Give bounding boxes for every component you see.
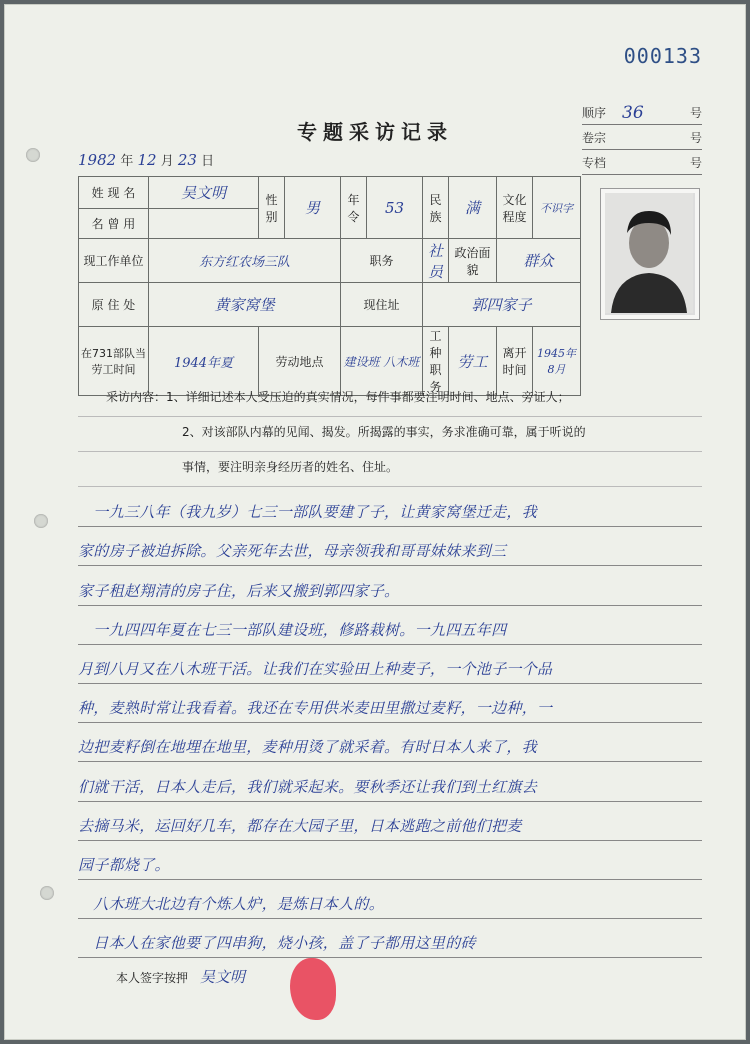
name-value: 吴文明 bbox=[149, 177, 259, 209]
binding-hole bbox=[40, 886, 54, 900]
narrative-line bbox=[78, 566, 702, 605]
date-year: 1982 bbox=[78, 151, 117, 169]
meta-value: 36 bbox=[622, 103, 644, 123]
archive-meta bbox=[582, 100, 702, 175]
current-address-label: 现住址 bbox=[341, 283, 423, 327]
labor-place-label: 劳动地点 bbox=[259, 327, 341, 396]
binding-hole bbox=[26, 148, 40, 162]
portrait-image bbox=[605, 193, 693, 313]
narrative-line bbox=[78, 723, 702, 762]
red-fingerprint-stamp bbox=[290, 958, 336, 1020]
meta-row-dossier bbox=[582, 125, 702, 150]
narrative-text: 家的房子被迫拆除。父亲死年去世，母亲领我和哥哥妹妹来到三 bbox=[78, 542, 507, 561]
job-label: 工种职务 bbox=[423, 327, 449, 396]
instruction-line: 事情，要注明亲身经历者的姓名、住址。 bbox=[78, 452, 702, 487]
instruction-line: 2、对该部队内幕的见闻、揭发。所揭露的事实，务求准确可靠，属于听说的 bbox=[78, 417, 702, 452]
meta-row-order bbox=[582, 100, 702, 125]
narrative-line bbox=[78, 762, 702, 801]
original-address-value: 黄家窝堡 bbox=[149, 283, 341, 327]
serial-number: 000133 bbox=[623, 44, 702, 68]
narrative-text: 家子租赵翔清的房子住，后来又搬到郭四家子。 bbox=[78, 581, 400, 600]
meta-label: 卷宗 bbox=[582, 131, 607, 145]
leave-time-value: 1945年8月 bbox=[533, 327, 581, 396]
narrative-line bbox=[78, 880, 702, 919]
narrative-line bbox=[78, 606, 702, 645]
date-month: 12 bbox=[137, 151, 157, 169]
narrative-text: 们就干活，日本人走后，我们就采起来。要秋季还让我们到土红旗去 bbox=[78, 777, 538, 796]
narrative-text: 日本人在家他要了四串狗，烧小孩，盖了子都用这里的砖 bbox=[78, 934, 476, 953]
education-value: 不识字 bbox=[533, 177, 581, 239]
handwritten-narrative bbox=[78, 488, 702, 958]
post-value: 社员 bbox=[423, 239, 449, 283]
signature-row bbox=[116, 966, 245, 987]
meta-unit: 号 bbox=[689, 106, 702, 120]
name-label: 姓 现 名 bbox=[79, 177, 149, 209]
politic-label: 政治面貌 bbox=[449, 239, 497, 283]
job-value: 劳工 bbox=[449, 327, 497, 396]
ethnic-label: 民族 bbox=[423, 177, 449, 239]
post-label: 职务 bbox=[341, 239, 423, 283]
former-name-label: 名 曾 用 bbox=[79, 209, 149, 239]
narrative-line bbox=[78, 645, 702, 684]
labor-place-value: 建设班 八木班 bbox=[341, 327, 423, 396]
leave-time-label: 离开时间 bbox=[497, 327, 533, 396]
original-address-label: 原 住 处 bbox=[79, 283, 149, 327]
meta-unit: 号 bbox=[689, 156, 702, 170]
ethnic-value: 满 bbox=[449, 177, 497, 239]
portrait-photo bbox=[600, 188, 700, 320]
interview-record-sheet bbox=[4, 4, 746, 1040]
work-unit-label: 现工作单位 bbox=[79, 239, 149, 283]
education-label: 文化程度 bbox=[497, 177, 533, 239]
record-date bbox=[78, 150, 214, 169]
narrative-line bbox=[78, 488, 702, 527]
labor-time-value: 1944年夏 bbox=[149, 327, 259, 396]
narrative-text: 月到八月又在八木班干活。让我们在实验田上种麦子，一个池子一个品 bbox=[78, 659, 553, 678]
narrative-text: 园子都烧了。 bbox=[78, 855, 170, 874]
narrative-text: 一九四四年夏在七三一部队建设班，修路栽树。一九四五年四 bbox=[78, 620, 507, 639]
current-address-value: 郭四家子 bbox=[423, 283, 581, 327]
sex-label: 性别 bbox=[259, 177, 285, 239]
narrative-line bbox=[78, 527, 702, 566]
signature-value: 吴文明 bbox=[199, 968, 245, 986]
binding-hole bbox=[34, 514, 48, 528]
narrative-text: 去摘马米，运回好几车，都存在大园子里，日本逃跑之前他们把麦 bbox=[78, 816, 522, 835]
interview-instructions bbox=[78, 382, 702, 487]
age-label: 年令 bbox=[341, 177, 367, 239]
work-unit-value: 东方红农场三队 bbox=[149, 239, 341, 283]
meta-label: 顺序 bbox=[582, 106, 607, 120]
date-day: 23 bbox=[177, 151, 197, 169]
signature-label: 本人签字按押 bbox=[116, 971, 189, 985]
portrait-frame bbox=[605, 193, 695, 315]
instruction-line: 采访内容：1、详细记述本人受压迫的真实情况，每件事都要注明时间、地点、旁证人； bbox=[78, 382, 702, 417]
politic-value: 群众 bbox=[497, 239, 581, 283]
narrative-text: 边把麦籽倒在地埋在地里，麦种用烫了就采着。有时日本人来了，我 bbox=[78, 738, 538, 757]
narrative-line bbox=[78, 919, 702, 958]
sex-value: 男 bbox=[285, 177, 341, 239]
narrative-text: 八木班大北边有个炼人炉，是炼日本人的。 bbox=[78, 895, 385, 914]
narrative-line bbox=[78, 802, 702, 841]
narrative-text: 一九三八年（我九岁）七三一部队要建了子，让黄家窝堡迁走，我 bbox=[78, 503, 538, 522]
meta-label: 专档 bbox=[582, 156, 607, 170]
date-month-char: 月 bbox=[160, 154, 174, 169]
former-name-value bbox=[149, 209, 259, 239]
labor-time-label: 在731部队当劳工时间 bbox=[79, 327, 149, 396]
meta-unit: 号 bbox=[689, 131, 702, 145]
narrative-line bbox=[78, 841, 702, 880]
meta-row-file bbox=[582, 150, 702, 175]
narrative-line bbox=[78, 684, 702, 723]
page-title: 专题采访记录 bbox=[297, 120, 453, 144]
narrative-text: 种，麦熟时常让我看着。我还在专用供米麦田里撒过麦籽，一边种，一 bbox=[78, 699, 553, 718]
age-value: 53 bbox=[367, 177, 423, 239]
date-day-char: 日 bbox=[201, 154, 215, 169]
date-year-char: 年 bbox=[120, 154, 134, 169]
